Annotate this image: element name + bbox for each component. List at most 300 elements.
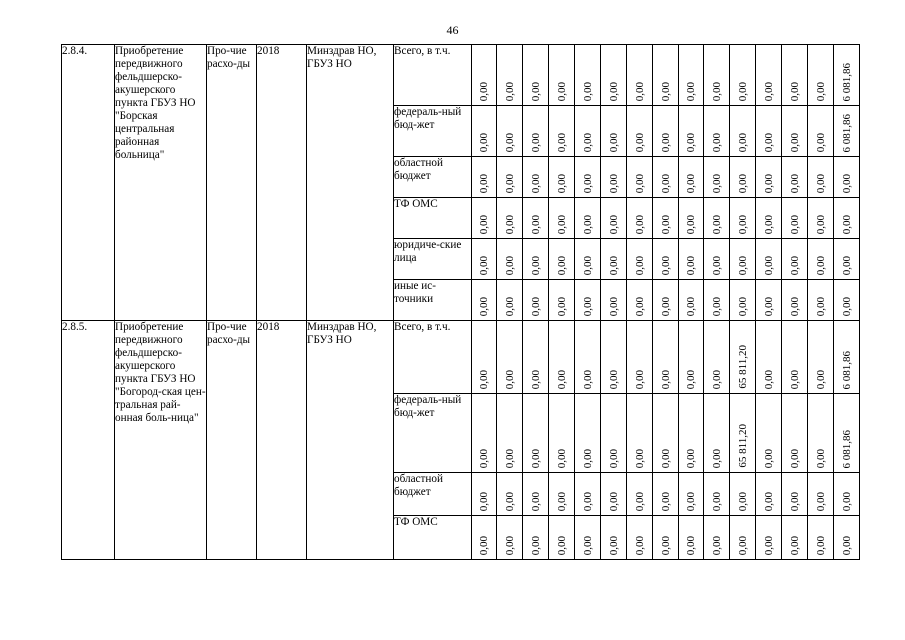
value-text: 0,00: [840, 214, 853, 234]
value-text: 0,00: [762, 132, 775, 152]
value-text: 0,00: [581, 535, 594, 555]
value-cell: [756, 280, 782, 321]
value-cell: [782, 394, 808, 473]
value-cell: [549, 157, 575, 198]
value-cell: [472, 239, 497, 280]
value-cell: [497, 198, 523, 239]
value-text: 0,00: [581, 296, 594, 316]
value-cell: [549, 45, 575, 106]
value-cell: [653, 394, 679, 473]
value-text: 0,00: [762, 81, 775, 101]
value-text: 0,00: [710, 173, 723, 193]
value-cell: [523, 157, 549, 198]
value-text: 0,00: [478, 535, 490, 555]
value-text: 0,00: [581, 214, 594, 234]
value-text: 0,00: [788, 81, 801, 101]
value-cell: [601, 239, 627, 280]
value-cell: [730, 473, 756, 516]
value-text: 0,00: [710, 214, 723, 234]
value-text: 0,00: [814, 81, 827, 101]
value-text: 0,00: [659, 214, 672, 234]
value-text: 65 811,20: [736, 424, 749, 468]
value-cell: [627, 198, 653, 239]
value-text: 0,00: [710, 81, 723, 101]
value-text: 0,00: [529, 296, 542, 316]
value-cell: [704, 394, 730, 473]
value-cell: [704, 516, 730, 560]
value-text: 0,00: [503, 296, 516, 316]
value-text: 0,00: [659, 535, 672, 555]
funding-source-label: Всего, в т.ч.: [394, 45, 472, 106]
value-text: 0,00: [736, 214, 749, 234]
value-text: 0,00: [685, 296, 697, 316]
item-year: 2018: [257, 45, 307, 321]
value-text: 0,00: [555, 448, 568, 468]
funding-source-label: областной бюджет: [394, 473, 472, 516]
value-cell: [756, 473, 782, 516]
value-cell: [549, 321, 575, 394]
value-text: 0,00: [529, 81, 542, 101]
expense-category: Про-чие расхо-ды: [207, 45, 257, 321]
value-text: 0,00: [529, 173, 542, 193]
value-text: 0,00: [685, 535, 697, 555]
value-cell: [575, 280, 601, 321]
value-text: 0,00: [840, 296, 853, 316]
value-cell: [627, 239, 653, 280]
value-cell: [472, 45, 497, 106]
value-cell: [782, 280, 808, 321]
value-cell: [472, 106, 497, 157]
value-cell: [756, 157, 782, 198]
value-text: 0,00: [788, 255, 801, 275]
value-cell: [575, 321, 601, 394]
value-text: 0,00: [503, 448, 516, 468]
value-text: 6 081,86: [840, 113, 853, 152]
value-text: 6 081,86: [840, 350, 853, 389]
value-cell: [601, 516, 627, 560]
value-cell: [834, 45, 860, 106]
value-cell: [601, 321, 627, 394]
value-text: 0,00: [710, 448, 723, 468]
value-text: 0,00: [607, 491, 620, 511]
value-text: 0,00: [659, 491, 672, 511]
value-cell: [601, 157, 627, 198]
value-text: 0,00: [814, 535, 827, 555]
value-cell: [575, 516, 601, 560]
value-cell: [730, 157, 756, 198]
funding-source-label: юридиче-ские лица: [394, 239, 472, 280]
value-text: 0,00: [659, 448, 672, 468]
value-text: 0,00: [788, 491, 801, 511]
value-cell: [834, 106, 860, 157]
value-cell: [808, 157, 834, 198]
value-cell: [782, 239, 808, 280]
value-cell: [627, 280, 653, 321]
value-cell: [834, 516, 860, 560]
value-text: 0,00: [529, 448, 542, 468]
value-cell: [679, 280, 704, 321]
value-cell: [472, 157, 497, 198]
value-cell: [782, 106, 808, 157]
value-cell: [601, 473, 627, 516]
value-cell: [730, 394, 756, 473]
value-cell: [782, 45, 808, 106]
value-text: 0,00: [840, 173, 853, 193]
value-text: 0,00: [736, 81, 749, 101]
value-cell: [653, 198, 679, 239]
value-cell: [523, 239, 549, 280]
value-text: 0,00: [478, 214, 490, 234]
value-text: 0,00: [633, 81, 646, 101]
value-cell: [497, 280, 523, 321]
value-cell: [549, 473, 575, 516]
value-text: 0,00: [529, 491, 542, 511]
value-text: 0,00: [478, 491, 490, 511]
value-cell: [549, 280, 575, 321]
value-cell: [472, 280, 497, 321]
value-text: 0,00: [503, 535, 516, 555]
value-cell: [497, 157, 523, 198]
value-text: 0,00: [685, 81, 697, 101]
value-cell: [549, 516, 575, 560]
table-row: [62, 45, 860, 106]
value-text: 0,00: [762, 369, 775, 389]
value-text: 0,00: [710, 491, 723, 511]
value-text: 0,00: [814, 255, 827, 275]
value-text: 6 081,86: [840, 429, 853, 468]
value-text: 0,00: [736, 491, 749, 511]
value-text: 0,00: [529, 132, 542, 152]
value-text: 0,00: [736, 535, 749, 555]
value-cell: [704, 157, 730, 198]
value-cell: [549, 394, 575, 473]
value-text: 0,00: [633, 535, 646, 555]
value-text: 0,00: [762, 255, 775, 275]
value-cell: [575, 473, 601, 516]
value-cell: [523, 473, 549, 516]
table-body: [62, 45, 860, 560]
value-text: 0,00: [659, 132, 672, 152]
value-cell: [601, 394, 627, 473]
value-cell: [575, 198, 601, 239]
value-text: 0,00: [503, 255, 516, 275]
value-text: 0,00: [762, 296, 775, 316]
value-text: 0,00: [607, 296, 620, 316]
value-cell: [679, 198, 704, 239]
value-cell: [472, 516, 497, 560]
value-cell: [497, 239, 523, 280]
value-cell: [679, 394, 704, 473]
value-cell: [730, 198, 756, 239]
value-cell: [834, 394, 860, 473]
value-text: 0,00: [814, 369, 827, 389]
value-text: 0,00: [788, 535, 801, 555]
value-cell: [679, 321, 704, 394]
value-text: 0,00: [581, 81, 594, 101]
value-cell: [730, 516, 756, 560]
value-text: 0,00: [607, 132, 620, 152]
value-cell: [704, 45, 730, 106]
value-cell: [653, 473, 679, 516]
value-cell: [497, 106, 523, 157]
value-text: 0,00: [581, 132, 594, 152]
value-text: 0,00: [710, 132, 723, 152]
value-text: 0,00: [478, 296, 490, 316]
value-text: 0,00: [736, 255, 749, 275]
funding-source-label: областной бюджет: [394, 157, 472, 198]
value-cell: [549, 239, 575, 280]
value-cell: [575, 157, 601, 198]
value-text: 0,00: [607, 81, 620, 101]
value-cell: [808, 106, 834, 157]
value-cell: [653, 106, 679, 157]
value-cell: [601, 106, 627, 157]
value-cell: [679, 516, 704, 560]
value-text: 0,00: [659, 81, 672, 101]
value-cell: [756, 198, 782, 239]
value-cell: [730, 45, 756, 106]
value-text: 0,00: [788, 173, 801, 193]
value-cell: [782, 473, 808, 516]
value-cell: [472, 321, 497, 394]
value-text: 0,00: [685, 448, 697, 468]
value-text: 0,00: [478, 448, 490, 468]
value-text: 0,00: [555, 255, 568, 275]
value-text: 0,00: [503, 214, 516, 234]
value-cell: [704, 473, 730, 516]
value-text: 0,00: [478, 255, 490, 275]
value-cell: [549, 198, 575, 239]
value-text: 0,00: [503, 173, 516, 193]
item-code: 2.8.5.: [62, 321, 115, 560]
value-cell: [704, 280, 730, 321]
value-cell: [653, 321, 679, 394]
value-cell: [627, 106, 653, 157]
value-cell: [497, 394, 523, 473]
value-text: 0,00: [607, 535, 620, 555]
value-cell: [523, 106, 549, 157]
value-text: 0,00: [814, 491, 827, 511]
value-text: 0,00: [633, 369, 646, 389]
value-text: 0,00: [788, 296, 801, 316]
value-cell: [575, 394, 601, 473]
value-cell: [679, 45, 704, 106]
item-year: 2018: [257, 321, 307, 560]
value-text: 0,00: [633, 448, 646, 468]
value-text: 0,00: [633, 132, 646, 152]
item-name: Приобретение передвижного фельдшерско-акушерского пункта ГБУЗ НО "Борская центральная районная больница": [115, 45, 207, 321]
value-text: 0,00: [529, 369, 542, 389]
value-text: 0,00: [478, 81, 490, 101]
value-cell: [782, 516, 808, 560]
value-text: 0,00: [685, 369, 697, 389]
value-cell: [472, 198, 497, 239]
value-text: 0,00: [814, 132, 827, 152]
value-cell: [808, 45, 834, 106]
funding-source-label: федераль-ный бюд-жет: [394, 394, 472, 473]
budget-table: [61, 44, 860, 560]
value-cell: [523, 394, 549, 473]
value-text: 0,00: [555, 296, 568, 316]
value-text: 0,00: [555, 132, 568, 152]
value-cell: [834, 157, 860, 198]
value-cell: [601, 45, 627, 106]
value-cell: [627, 157, 653, 198]
value-cell: [756, 45, 782, 106]
value-cell: [834, 280, 860, 321]
value-cell: [756, 106, 782, 157]
value-text: 0,00: [607, 214, 620, 234]
value-text: 0,00: [555, 81, 568, 101]
value-cell: [523, 198, 549, 239]
value-cell: [679, 157, 704, 198]
value-cell: [782, 157, 808, 198]
value-cell: [653, 157, 679, 198]
value-text: 0,00: [814, 296, 827, 316]
value-cell: [834, 198, 860, 239]
value-cell: [679, 473, 704, 516]
value-text: 0,00: [685, 214, 697, 234]
value-text: 0,00: [633, 255, 646, 275]
value-cell: [808, 321, 834, 394]
value-text: 0,00: [736, 132, 749, 152]
value-text: 0,00: [685, 491, 697, 511]
value-cell: [704, 239, 730, 280]
value-text: 0,00: [840, 255, 853, 275]
value-text: 0,00: [762, 535, 775, 555]
value-cell: [834, 473, 860, 516]
funding-source-label: иные ис-точники: [394, 280, 472, 321]
value-cell: [730, 280, 756, 321]
value-cell: [834, 321, 860, 394]
value-cell: [601, 198, 627, 239]
value-cell: [601, 280, 627, 321]
value-text: 0,00: [685, 255, 697, 275]
value-text: 0,00: [814, 214, 827, 234]
value-text: 0,00: [633, 173, 646, 193]
value-text: 0,00: [633, 296, 646, 316]
value-cell: [808, 239, 834, 280]
value-text: 0,00: [788, 369, 801, 389]
value-text: 0,00: [814, 173, 827, 193]
value-cell: [627, 516, 653, 560]
value-cell: [679, 239, 704, 280]
value-cell: [627, 321, 653, 394]
value-text: 0,00: [659, 255, 672, 275]
value-text: 0,00: [478, 132, 490, 152]
value-cell: [575, 239, 601, 280]
value-cell: [704, 106, 730, 157]
value-text: 0,00: [478, 173, 490, 193]
value-text: 65 811,20: [736, 345, 749, 389]
value-cell: [497, 473, 523, 516]
value-text: 0,00: [762, 491, 775, 511]
value-text: 0,00: [840, 491, 853, 511]
value-cell: [523, 516, 549, 560]
item-executor: Минздрав НО, ГБУЗ НО: [307, 45, 394, 321]
value-cell: [497, 45, 523, 106]
value-cell: [808, 394, 834, 473]
value-text: 0,00: [633, 214, 646, 234]
value-text: 0,00: [814, 448, 827, 468]
value-cell: [472, 473, 497, 516]
page-number: 46: [446, 23, 459, 37]
value-text: 0,00: [581, 173, 594, 193]
value-text: 0,00: [659, 173, 672, 193]
value-cell: [627, 473, 653, 516]
value-text: 0,00: [555, 369, 568, 389]
value-cell: [523, 321, 549, 394]
value-text: 0,00: [607, 448, 620, 468]
value-cell: [730, 239, 756, 280]
item-executor: Минздрав НО, ГБУЗ НО: [307, 321, 394, 560]
value-text: 0,00: [581, 255, 594, 275]
value-cell: [756, 321, 782, 394]
value-text: 0,00: [762, 214, 775, 234]
value-cell: [808, 198, 834, 239]
value-cell: [575, 106, 601, 157]
value-cell: [627, 45, 653, 106]
value-cell: [679, 106, 704, 157]
value-text: 0,00: [581, 369, 594, 389]
value-cell: [627, 394, 653, 473]
value-text: 0,00: [503, 132, 516, 152]
value-text: 0,00: [736, 296, 749, 316]
value-text: 0,00: [503, 491, 516, 511]
value-text: 0,00: [633, 491, 646, 511]
value-cell: [704, 198, 730, 239]
value-cell: [653, 239, 679, 280]
value-text: 0,00: [581, 448, 594, 468]
table-row: [62, 321, 860, 394]
value-text: 0,00: [710, 535, 723, 555]
value-text: 0,00: [503, 81, 516, 101]
value-cell: [730, 106, 756, 157]
value-cell: [497, 321, 523, 394]
value-cell: [549, 106, 575, 157]
value-text: 0,00: [581, 491, 594, 511]
value-text: 0,00: [788, 448, 801, 468]
value-cell: [575, 45, 601, 106]
funding-source-label: Всего, в т.ч.: [394, 321, 472, 394]
value-cell: [497, 516, 523, 560]
value-text: 0,00: [685, 132, 697, 152]
value-cell: [756, 516, 782, 560]
value-cell: [782, 321, 808, 394]
value-text: 0,00: [529, 214, 542, 234]
value-text: 0,00: [710, 369, 723, 389]
value-cell: [472, 394, 497, 473]
value-cell: [808, 473, 834, 516]
funding-source-label: ТФ ОМС: [394, 516, 472, 560]
item-name: Приобретение передвижного фельдшерско-акушерского пункта ГБУЗ НО "Богород-ская цен-тральная рай-онная боль-ница": [115, 321, 207, 560]
value-text: 0,00: [555, 214, 568, 234]
value-text: 0,00: [607, 369, 620, 389]
value-cell: [653, 280, 679, 321]
value-text: 0,00: [710, 296, 723, 316]
value-cell: [523, 280, 549, 321]
value-text: 0,00: [529, 535, 542, 555]
value-text: 0,00: [788, 132, 801, 152]
value-text: 6 081,86: [840, 62, 853, 101]
value-cell: [808, 280, 834, 321]
value-cell: [523, 45, 549, 106]
value-cell: [653, 516, 679, 560]
value-text: 0,00: [659, 296, 672, 316]
value-text: 0,00: [762, 448, 775, 468]
value-text: 0,00: [555, 491, 568, 511]
value-text: 0,00: [555, 535, 568, 555]
